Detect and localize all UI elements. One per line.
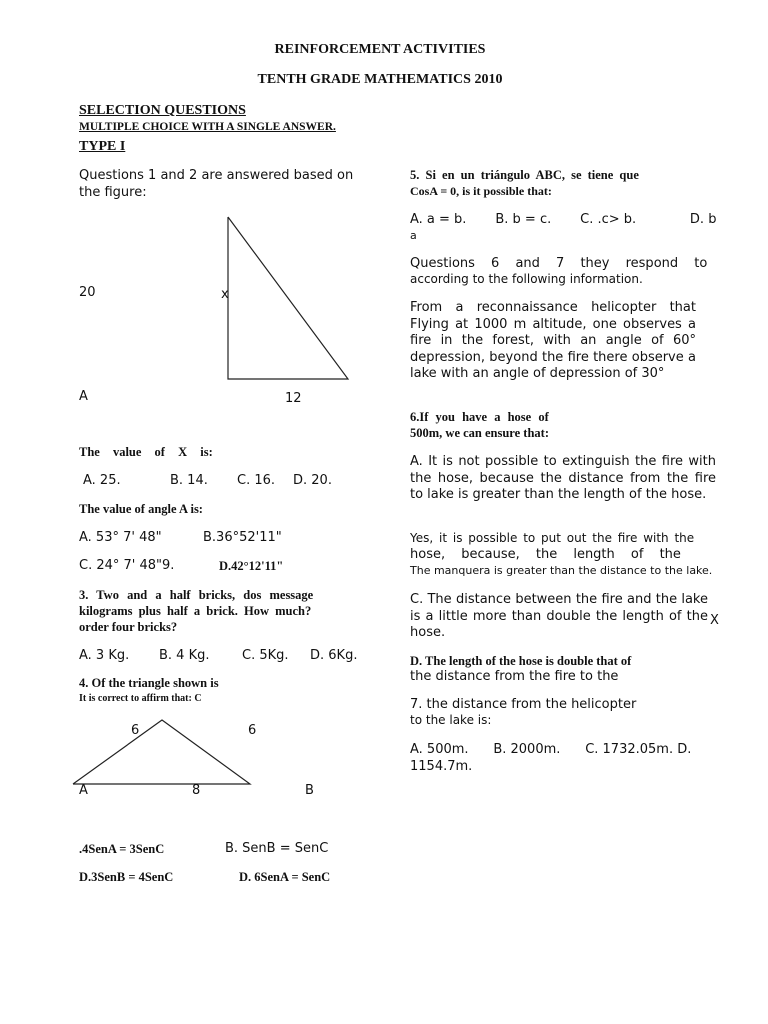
fig1-label-20: 20 xyxy=(79,285,96,300)
q4-subprompt: It is correct to affirm that: C xyxy=(79,693,202,704)
q1-option-c: C. 16. xyxy=(237,473,276,488)
q6-option-a: A. It is not possible to extinguish the fire with the hose, because the distance from the fire to lake is greater than the length of the hose. xyxy=(410,454,716,502)
q5-options-line2: a xyxy=(410,229,417,242)
q1-prompt: The value of X is: xyxy=(79,445,213,459)
q3-prompt-line2: kilograms plus half a brick. How much? xyxy=(79,604,312,618)
right-triangle-shape xyxy=(228,217,348,379)
q4-prompt: 4. Of the triangle shown is xyxy=(79,676,219,690)
fig2-vertex-a-label: A xyxy=(79,783,88,798)
q4-option-b: B. SenB = SenC xyxy=(225,841,329,856)
q2-option-b: B.36°52'11" xyxy=(203,530,282,545)
q1-option-d: D. 20. xyxy=(293,473,332,488)
fig1-label-a: A xyxy=(79,389,88,404)
section-heading: SELECTION QUESTIONS xyxy=(79,103,246,118)
q1-option-b: B. 14. xyxy=(170,473,208,488)
q2-option-a: A. 53° 7' 48" xyxy=(79,530,162,545)
q2-option-c: C. 24° 7' 48"9. xyxy=(79,558,175,573)
q6-option-b-line3: The manquera is greater than the distance to the lake. xyxy=(410,564,713,577)
page-title: REINFORCEMENT ACTIVITIES xyxy=(274,42,486,57)
q4-option-a: .4SenA = 3SenC xyxy=(79,842,165,856)
q6-option-d-line2: the distance from the fire to the xyxy=(410,669,619,684)
q3-option-c: C. 5Kg. xyxy=(242,648,289,663)
fig2-right-side-label: 6 xyxy=(248,723,257,738)
q6-option-d-line1: D. The length of the hose is double that of xyxy=(410,654,632,668)
q3-option-b: B. 4 Kg. xyxy=(159,648,210,663)
q4-option-c: D.3SenB = 4SenC xyxy=(79,870,174,884)
intro-q1-q2: Questions 1 and 2 are answered based on the figure: xyxy=(79,168,354,200)
q6-option-b-line2: hose, because, the length of the xyxy=(410,547,681,562)
intro-q6-q7-line1: Questions 6 and 7 they respond to xyxy=(410,256,708,271)
q5-prompt-line2: CosA = 0, is it possible that: xyxy=(410,184,552,198)
fig2-left-side-label: 6 xyxy=(131,723,140,738)
isosceles-triangle-shape xyxy=(73,720,250,784)
q7-options: A. 500m. B. 2000m. C. 1732.05m. D. 1154.7m. xyxy=(410,742,696,774)
q3-option-a: A. 3 Kg. xyxy=(79,648,130,663)
q6-option-c-mark: X xyxy=(710,613,719,628)
fig1-label-12: 12 xyxy=(285,391,302,406)
q6-prompt-line2: 500m, we can ensure that: xyxy=(410,426,549,440)
q6-option-b-line1: Yes, it is possible to put out the fire with the xyxy=(410,531,695,545)
q7-prompt-line2: to the lake is: xyxy=(410,713,492,727)
page-subtitle: TENTH GRADE MATHEMATICS 2010 xyxy=(257,72,503,87)
q3-option-d: D. 6Kg. xyxy=(310,648,358,663)
subsection-heading: MULTIPLE CHOICE WITH A SINGLE ANSWER. xyxy=(79,121,336,133)
q5-prompt-line1: 5. Si en un triángulo ABC, se tiene que xyxy=(410,168,639,182)
fig1-label-x: x xyxy=(221,287,229,302)
q7-prompt-line1: 7. the distance from the helicopter xyxy=(410,697,637,712)
q1-option-a: A. 25. xyxy=(83,473,121,488)
q6-option-c: C. The distance between the fire and the lake is a little more than double the length of the hose. xyxy=(410,592,708,640)
fig2-vertex-b-label: B xyxy=(305,783,314,798)
fig2-base-label: 8 xyxy=(192,783,201,798)
intro-q6-q7-line2: according to the following information. xyxy=(410,272,643,286)
q3-prompt-line3: order four bricks? xyxy=(79,620,178,634)
type-heading: TYPE I xyxy=(79,139,126,154)
q2-option-d: D.42°12'11" xyxy=(219,559,284,573)
q3-prompt-line1: 3. Two and a half bricks, dos message xyxy=(79,588,314,602)
q4-option-d: D. 6SenA = SenC xyxy=(239,870,331,884)
helicopter-info: From a reconnaissance helicopter that Flying at 1000 m altitude, one observes a fire in the forest, with an angle of 60° depression, beyond the fire there observe a lake with an angle of depression of 30° xyxy=(410,300,696,381)
q2-prompt: The value of angle A is: xyxy=(79,502,203,516)
q5-options-line1: A. a = b. B. b = c. C. .c> b. D. b xyxy=(410,212,717,227)
q6-prompt-line1: 6.If you have a hose of xyxy=(410,410,549,424)
